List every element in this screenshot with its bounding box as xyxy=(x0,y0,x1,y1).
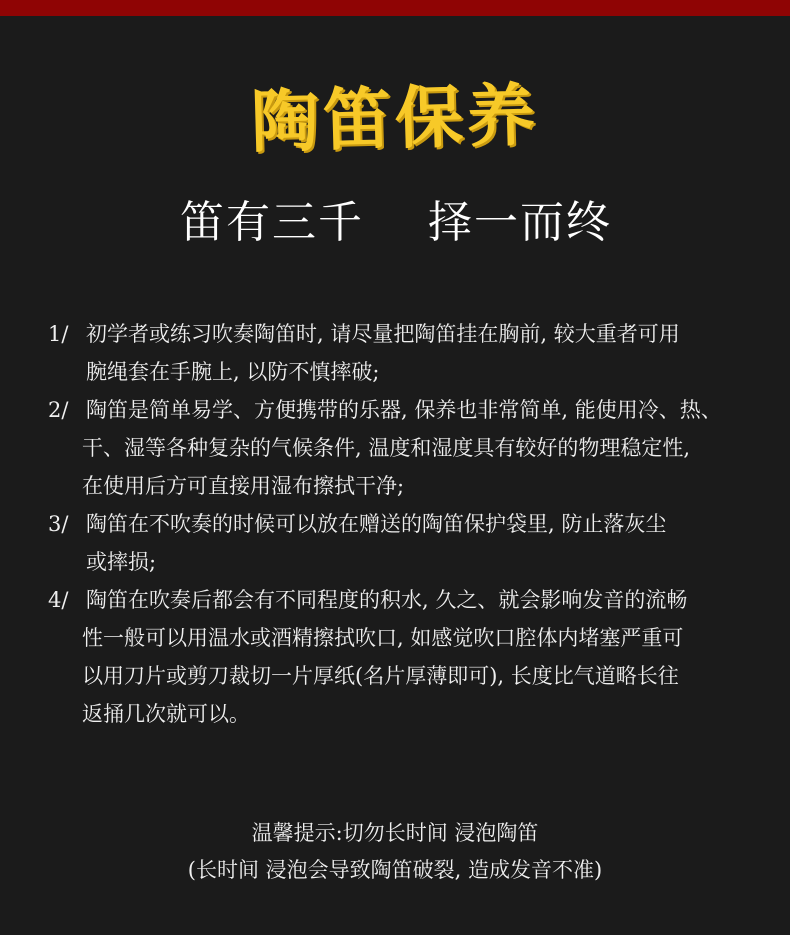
subtitle-left: 笛有三千 xyxy=(180,197,364,248)
list-item-text-line: 返捅几次就可以。 xyxy=(82,702,250,726)
list-item-text-line: 陶笛是简单易学、方便携带的乐器, 保养也非常简单, 能使用冷、热、 xyxy=(86,398,722,422)
list-item-number: 2/ xyxy=(48,398,69,422)
list-item-text-line: 在使用后方可直接用湿布擦拭干净; xyxy=(82,474,405,498)
list-item-number: 4/ xyxy=(48,588,69,612)
list-item-text-line: 陶笛在吹奏后都会有不同程度的积水, 久之、就会影响发音的流畅 xyxy=(86,588,688,612)
list-item-4 xyxy=(48,581,758,733)
list-item-text-line: 性一般可以用温水或酒精擦拭吹口, 如感觉吹口腔体内堵塞严重可 xyxy=(82,626,684,650)
warm-tip-line: 温馨提示:切勿长时间 浸泡陶笛 xyxy=(251,821,539,845)
care-instructions-list xyxy=(48,315,758,733)
list-item-text-line: 以用刀片或剪刀裁切一片厚纸(名片厚薄即可), 长度比气道略长往 xyxy=(82,664,679,688)
top-accent-bar xyxy=(0,0,790,16)
list-item-2 xyxy=(48,391,758,505)
warm-tip-detail: (长时间 浸泡会导致陶笛破裂, 造成发音不准) xyxy=(187,858,603,882)
page-title: 陶笛保养 xyxy=(249,76,540,163)
list-item-text-line: 腕绳套在手腕上, 以防不慎摔破; xyxy=(86,360,380,384)
list-item-text-line: 初学者或练习吹奏陶笛时, 请尽量把陶笛挂在胸前, 较大重者可用 xyxy=(86,322,680,346)
list-item-text-line: 干、湿等各种复杂的气候条件, 温度和湿度具有较好的物理稳定性, xyxy=(82,436,691,460)
list-item-text-line: 或摔损; xyxy=(86,550,157,574)
list-item-3 xyxy=(48,505,758,581)
subtitle-right: 择一而终 xyxy=(428,197,612,248)
list-item-text-line: 陶笛在不吹奏的时候可以放在赠送的陶笛保护袋里, 防止落灰尘 xyxy=(86,512,667,536)
list-item-number: 3/ xyxy=(48,512,69,536)
list-item-1 xyxy=(48,315,758,391)
list-item-number: 1/ xyxy=(48,322,69,346)
